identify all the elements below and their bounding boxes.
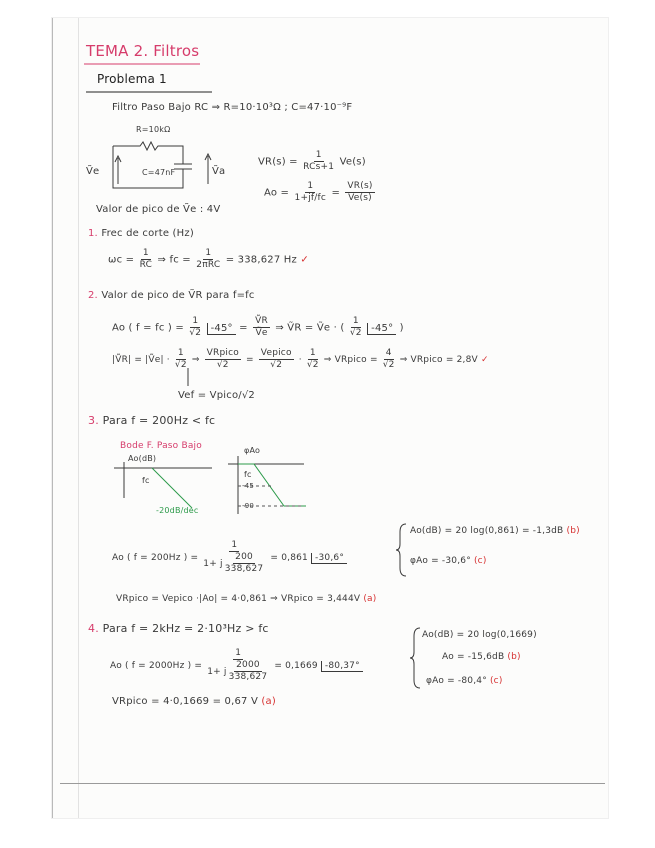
phase-tick-45: -45: [242, 482, 255, 490]
input-voltage-label: Ṽe: [86, 166, 100, 177]
gain-200hz-lhs: Ao ( f = 200Hz ) =: [112, 553, 199, 563]
section-4-number: 4.: [88, 622, 99, 635]
inner-fraction: [229, 660, 268, 683]
fraction: [175, 348, 187, 371]
transfer-lhs: VR(s) =: [258, 156, 298, 168]
frac-num: 1: [192, 316, 199, 326]
wc-lhs: ωc =: [108, 254, 135, 266]
bode-phase-plot: [228, 456, 338, 526]
output-voltage-label: Ṽa: [212, 166, 226, 177]
phase-tick-90: -90: [242, 502, 255, 510]
vrpico-lhs: ⇒ VRpico =: [323, 355, 378, 365]
gain-200hz-fraction: [203, 540, 265, 575]
inner-den: 338,627: [224, 564, 264, 574]
gain-db-2khz: Ao(dB) = 20 log(0,1669): [422, 630, 537, 640]
gain-2khz-fraction: [207, 648, 269, 683]
wc-den: RC: [139, 260, 153, 270]
equals: =: [245, 355, 254, 365]
den-prefix: 1+ j: [203, 559, 223, 569]
gain-num: 1: [307, 181, 314, 191]
frac-num: 1: [309, 348, 316, 358]
answer-tag: (b): [507, 652, 521, 662]
answer-tag: (c): [489, 676, 503, 686]
frac-1-sqrt2-b: [350, 316, 362, 339]
answer-tag: (b): [566, 526, 580, 536]
gain-2khz-equation: [110, 648, 363, 683]
phase-2khz: [426, 676, 503, 686]
fraction: [205, 348, 241, 371]
section-2-number: 2.: [88, 290, 98, 301]
gain-at-fc-lhs: Ao ( f = fc ) =: [112, 322, 184, 334]
transfer-fraction: [303, 150, 334, 173]
effective-voltage-formula: Vef = Vpico/√2: [178, 390, 255, 401]
inner-num: 2000: [236, 660, 260, 670]
check-mark-icon: ✓: [300, 254, 309, 266]
fc-lhs: fc =: [169, 254, 191, 266]
frac-num: ṼR: [255, 316, 268, 326]
gain-2khz-lhs: Ao ( f = 2000Hz ) =: [110, 661, 203, 671]
inner-den: 338,627: [228, 672, 268, 682]
gain-expression: [264, 181, 377, 204]
gain-lhs: Ao =: [264, 187, 290, 199]
check-mark-icon: ✓: [480, 355, 489, 365]
section-4-heading: [88, 622, 269, 635]
fc-fraction: [196, 248, 220, 271]
vr-abs-lhs: |ṼR| = |Ṽe| ·: [112, 355, 170, 365]
wc-num: 1: [142, 248, 149, 258]
problem-underline: [86, 90, 216, 94]
frac-den: √2: [382, 360, 395, 370]
bode-title: Bode F. Paso Bajo: [120, 441, 202, 451]
bode-slope-label: -20dB/dec: [156, 506, 199, 515]
problem-heading: Problema 1: [97, 72, 167, 86]
paren-open: (: [340, 322, 345, 334]
fc-num: 1: [205, 248, 212, 258]
frac-den: [207, 660, 269, 683]
gain-den: 1+jf/fc: [294, 193, 327, 203]
fraction: [259, 348, 294, 371]
section-1-heading: [88, 228, 194, 239]
bode-fc-label: fc: [142, 476, 150, 485]
gain-ratio-num: VR(s): [347, 181, 373, 191]
vr-peak-value: VRpico = 4·0,1669 = 0,67 V: [112, 696, 259, 707]
brace: [410, 626, 422, 690]
answer-tag: (a): [261, 696, 276, 707]
phase-angle: -45°: [207, 323, 236, 335]
vr-peak-value: VRpico = Vepico ·|Ao| = 4·0,861 ⇒ VRpico = 3,444V: [116, 594, 361, 604]
transfer-function: [258, 150, 366, 173]
inner-fraction: [225, 552, 264, 575]
frac-den: √2: [174, 360, 187, 370]
filter-description: Filtro Paso Bajo RC ⇒ R=10·10³Ω ; C=47·10⁻⁹F: [112, 102, 353, 113]
section-4-title: Para f = 2kHz = 2·10³Hz > fc: [102, 622, 269, 635]
phase-value: φAo = -30,6°: [410, 556, 474, 566]
frac-den: √2: [270, 360, 283, 370]
frac-num: VRpico: [206, 348, 239, 358]
answer-tag: (a): [363, 594, 377, 604]
phase-fc-label: fc: [244, 470, 252, 479]
phase-axis-label: φAo: [244, 446, 261, 455]
frac-den: √2: [349, 328, 362, 338]
gain-200hz-equation: [112, 540, 347, 575]
fraction: [307, 348, 319, 371]
frac-num: 4: [385, 348, 392, 358]
gain-db-value: Ao = -15,6dB: [442, 652, 505, 662]
frac-den: √2: [306, 360, 319, 370]
inner-num: 200: [235, 552, 253, 562]
section-3-heading: [88, 414, 215, 427]
title-underline: [84, 62, 204, 66]
arrow-down: [186, 368, 190, 388]
gain-db-2khz-result: [442, 652, 521, 662]
phase-angle: -45°: [367, 323, 396, 335]
cutoff-frequency-equation: [108, 248, 309, 271]
transfer-num: 1: [315, 150, 322, 160]
frac-1-sqrt2: [189, 316, 201, 339]
phase-200hz: [410, 556, 487, 566]
section-3-title: Para f = 200Hz < fc: [102, 414, 216, 427]
brace: [396, 522, 408, 578]
gain-ratio: [345, 181, 374, 204]
frac-den: [203, 552, 265, 575]
answer-tag: (c): [473, 556, 487, 566]
wc-fraction: [140, 248, 153, 271]
gain-ratio-den: Ve(s): [348, 193, 372, 203]
frac-num: 1: [352, 316, 359, 326]
frac-num: 1: [231, 540, 238, 550]
frac-num: 1: [235, 648, 242, 658]
frac-den: √2: [216, 360, 229, 370]
peak-value-note: Valor de pico de Ṽe : 4V: [96, 204, 221, 215]
vr-expression: ⇒ ṼR = Ṽe ·: [275, 322, 337, 334]
phase-value: φAo = -80,4°: [426, 676, 487, 686]
times: ·: [298, 355, 302, 365]
section-2-heading: [88, 290, 255, 301]
transfer-den: RCs+1: [303, 162, 335, 172]
gain-db-value: Ao(dB) = 20 log(0,861) = -1,3dB: [410, 526, 564, 536]
gain-equals: =: [331, 187, 341, 199]
bode-magnitude-axis-label: Ao(dB): [128, 454, 157, 463]
frac-den: Ṽe: [255, 328, 268, 338]
vr-peak-equation: [112, 348, 489, 371]
vr-peak-200hz: [116, 594, 376, 604]
fraction: [383, 348, 395, 371]
rc-circuit-diagram: [108, 136, 208, 196]
page-title: TEMA 2. Filtros: [86, 42, 200, 60]
resistor-label: R=10kΩ: [136, 125, 171, 134]
implies-arrow: ⇒: [157, 254, 167, 266]
den-prefix: 1+ j: [207, 667, 227, 677]
margin-line: [78, 18, 79, 818]
frac-vr-ve: [253, 316, 270, 339]
section-1-number: 1.: [88, 228, 98, 239]
vrpico-result: ⇒ VRpico = 2,8V: [399, 355, 478, 365]
section-2-title: Valor de pico de ṼR para f=fc: [101, 290, 255, 301]
vr-peak-2khz: [112, 696, 276, 707]
transfer-ve: Ve(s): [339, 156, 366, 168]
gain-fraction: [295, 181, 327, 204]
fc-result: = 338,627 Hz: [225, 254, 297, 266]
gain-2khz-result: = 0,1669: [274, 661, 318, 671]
frac-num: 1: [177, 348, 184, 358]
frac-num: Vepico: [260, 348, 292, 358]
fc-den: 2πRC: [196, 260, 221, 270]
gain-db-200hz: [410, 526, 580, 536]
gain-at-fc-equation: [112, 316, 404, 339]
gain-200hz-result: = 0,861: [270, 553, 308, 563]
phase-angle: -30,6°: [311, 553, 347, 564]
paren-close: ): [399, 322, 404, 334]
phase-angle: -80,37°: [321, 661, 363, 672]
equals: =: [239, 322, 248, 334]
section-3-number: 3.: [88, 414, 99, 427]
section-1-title: Frec de corte (Hz): [101, 228, 194, 239]
capacitor-label: C=47nF: [142, 168, 176, 177]
frac-den: √2: [189, 328, 202, 338]
implies-arrow: ⇒: [191, 355, 200, 365]
bottom-rule: [60, 783, 605, 784]
